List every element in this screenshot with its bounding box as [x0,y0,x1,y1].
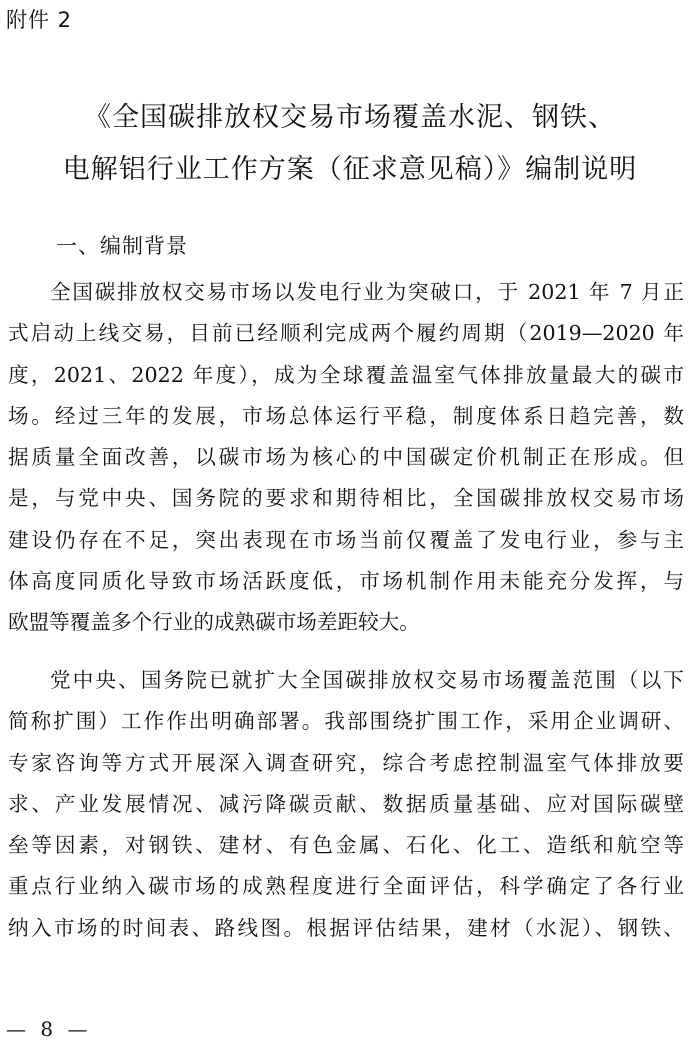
paragraph-line: 度，2021、2022 年度），成为全球覆盖温室气体排放量最大的碳市 [8,362,684,387]
paragraph-line: 纳入市场的时间表、路线图。根据评估结果，建材（水泥）、钢铁、 [8,915,684,940]
paragraph-line: 式启动上线交易，目前已经顺利完成两个履约周期（2019—2020 年 [8,321,684,346]
paragraph-line: 党中央、国务院已就扩大全国碳排放权交易市场覆盖范围（以下 [50,668,684,692]
document-title [0,92,700,196]
section-heading: 一、编制背景 [56,234,188,258]
paragraph-line: 建设仍存在不足，突出表现在市场当前仅覆盖了发电行业，参与主 [8,527,684,552]
paragraph-line: 欧盟等覆盖多个行业的成熟碳市场差距较大。 [8,610,420,635]
paragraph-line: 全国碳排放权交易市场以发电行业为突破口，于 2021 年 7 月正 [50,280,684,304]
paragraph-line: 是，与党中央、国务院的要求和期待相比，全国碳排放权交易市场 [8,486,684,511]
paragraph-line: 据质量全面改善，以碳市场为核心的中国碳定价机制正在形成。但 [8,445,684,470]
attachment-label: 附件 2 [6,8,73,32]
paragraph-line: 专家咨询等方式开展深入调查研究，综合考虑控制温室气体排放要 [8,750,684,775]
paragraph-line: 重点行业纳入碳市场的成熟程度进行全面评估，科学确定了各行业 [8,874,684,899]
paragraph-1 [8,272,684,644]
title-line-1: 《全国碳排放权交易市场覆盖水泥、钢铁、 [84,102,616,133]
paragraph-line: 垒等因素，对钢铁、建材、有色金属、石化、化工、造纸和航空等 [8,833,684,858]
paragraph-2 [8,660,684,949]
paragraph-line: 求、产业发展情况、减污降碳贡献、数据质量基础、应对国际碳壁 [8,791,684,816]
page-number: — 8 — [6,1017,92,1041]
paragraph-line: 简称扩围）工作作出明确部署。我部围绕扩围工作，采用企业调研、 [8,709,684,734]
paragraph-line: 场。经过三年的发展，市场总体运行平稳，制度体系日趋完善，数 [8,403,684,428]
paragraph-line: 体高度同质化导致市场活跃度低，市场机制作用未能充分发挥，与 [8,569,684,594]
title-line-2: 电解铝行业工作方案（征求意见稿）》编制说明 [62,154,638,185]
